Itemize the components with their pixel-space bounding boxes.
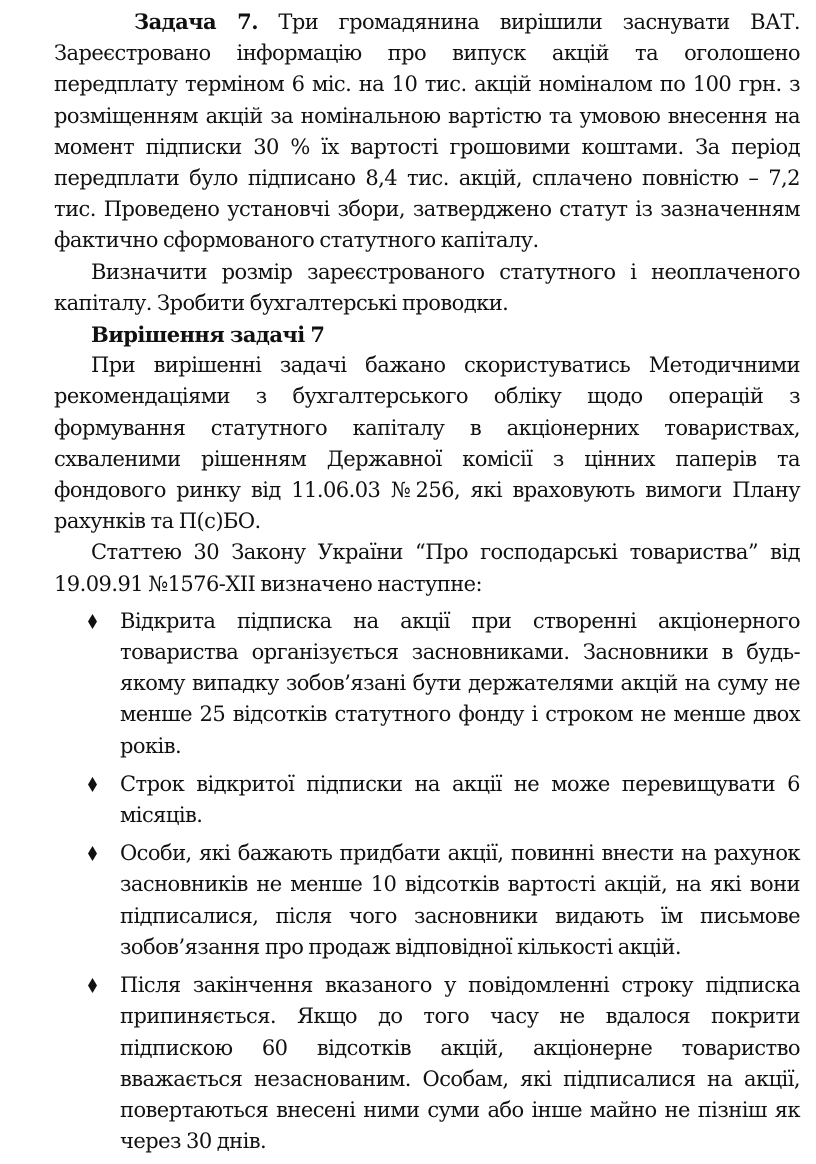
list-item [54, 838, 800, 963]
law-reference: Статтею 30 Закону України “Про господарські товариства” від 19.09.91 №1576-XII визначено наступне: [54, 540, 800, 596]
list-item [54, 606, 800, 762]
list-item [54, 769, 800, 831]
solution-heading: Вирішення задачі 7 [91, 322, 325, 348]
diamond-bullet-icon [87, 978, 98, 993]
task-text: Три громадянина вирішили заснувати ВАТ. Зареєстровано інформацію про випуск акцій та оголошено передплату терміном 6 міс. на 10 тис. акцій номіналом по 100 грн. з розміщенням акцій за номінальною вартістю та умовою внесення на момент підписки 30 % їх вартості грошовими коштами. За період передплати було підписано 8,4 тис. акцій, сплачено повністю – 7,2 тис. Проведено установчі збори, затверджено статут із зазначенням фактично сформованого статутного капіталу. [54, 10, 800, 253]
task-question: Визначити розмір зареєстрованого статутного і неоплаченого капіталу. Зробити бухгалтерські проводки. [54, 259, 800, 315]
diamond-bullet-icon [87, 614, 98, 629]
list-item [54, 970, 800, 1157]
list-item-text: Після закінчення вказаного у повідомленні строку підписка припиняється. Якщо до того часу не вдалося покрити підпискою 60 відсотків акцій, акціонерне товариство вважається незаснованим. Особам, які підписалися на акції, повертаються внесені ними суми або інше майно не пізніш як через 30 днів. [120, 973, 800, 1154]
list-item-text: Строк відкритої підписки на акції не може перевищувати 6 місяців. [120, 771, 800, 828]
task-label: Задача 7. [134, 9, 258, 34]
provisions-list [54, 606, 800, 1157]
document-page [54, 6, 800, 1164]
list-item-text: Особи, які бажають придбати акції, повинні внести на рахунок засновників не менше 10 відсотків вартості акцій, на які вони підписалися, після чого засновники видають їм письмове зобов’язання про продаж відповідної кількості акцій. [120, 841, 800, 959]
solution-intro: При вирішенні задачі бажано скористуватись Методичними рекомендаціями з бухгалтерського обліку щодо операцій з формування статутного капіталу в акціонерних товариствах, схваленими рішенням Державної комісії з цінних паперів та фондового ринку від 11.06.03 №256, які враховують вимоги Плану рахунків та П(с)БО. [54, 353, 800, 534]
task-paragraph [54, 6, 800, 257]
diamond-bullet-icon [87, 777, 98, 792]
list-item-text: Відкрита підписка на акції при створенні акціонерного товариства організується засновниками. Засновники в будь-якому випадку зобов’язані бути держателями акцій на суму не менше 25 відсотків статутного фонду і строком не менше двох років. [120, 608, 800, 758]
diamond-bullet-icon [87, 846, 98, 861]
